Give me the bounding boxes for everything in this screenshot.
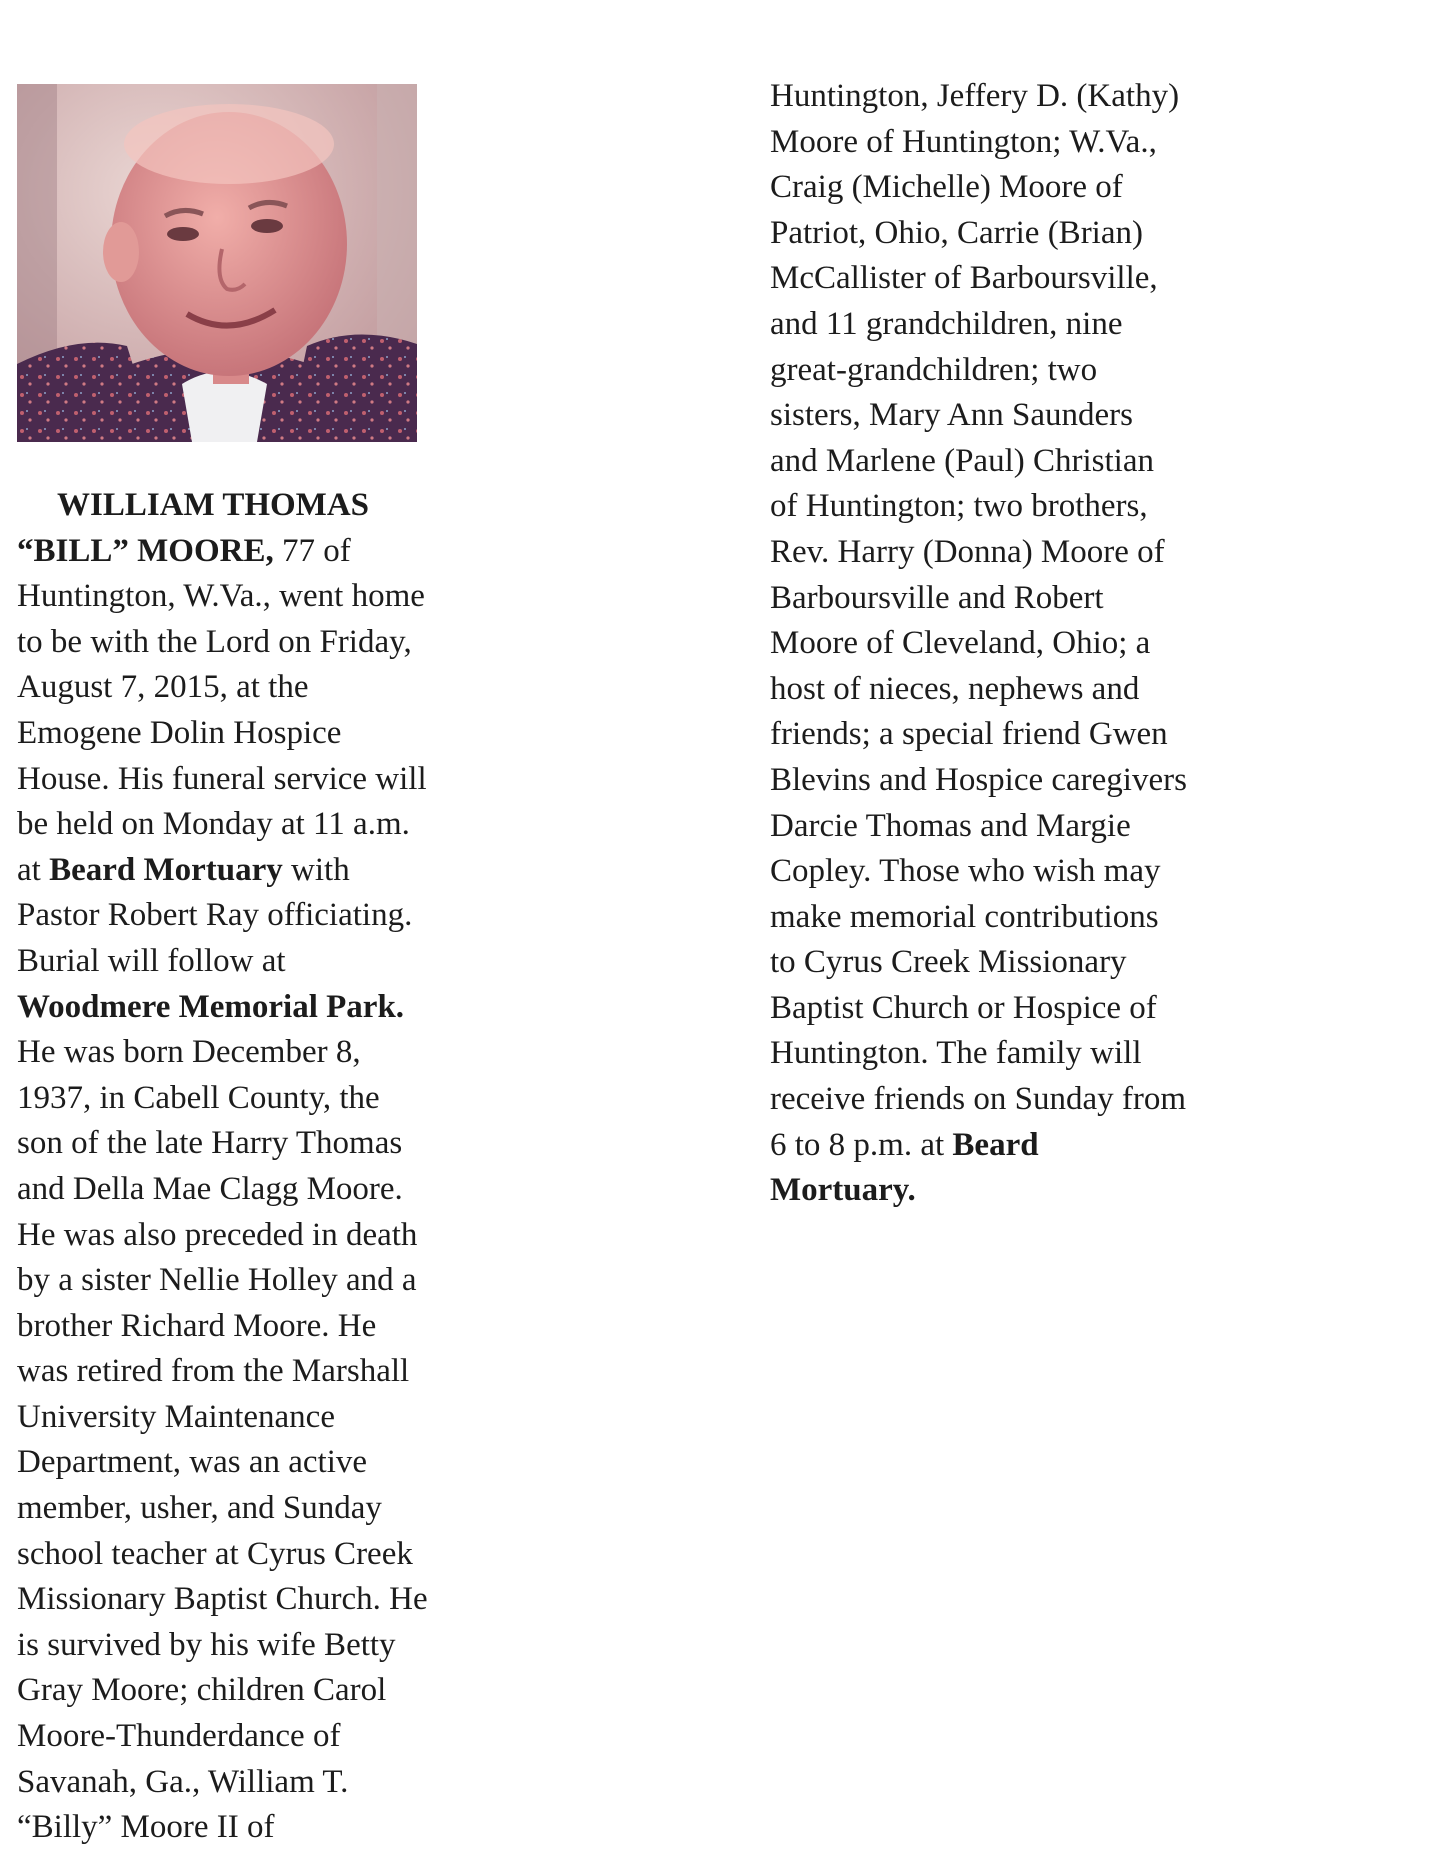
text-segment: Burial will follow at: [17, 942, 286, 979]
obituary-line: [17, 1213, 428, 1259]
obituary-line: [770, 348, 1187, 394]
text-segment: Baptist Church or Hospice of: [770, 989, 1157, 1026]
obituary-line: [17, 1395, 428, 1441]
obituary-column-left: [17, 483, 428, 1851]
text-segment: McCallister of Barboursville,: [770, 260, 1158, 297]
text-segment: member, usher, and Sunday: [17, 1490, 382, 1527]
text-segment: Savanah, Ga., William T.: [17, 1763, 349, 1800]
obituary-line: [17, 620, 428, 666]
text-segment: and Marlene (Paul) Christian: [770, 442, 1154, 479]
obituary-line: [770, 165, 1187, 211]
obituary-line: [770, 530, 1187, 576]
obituary-line: [17, 1805, 428, 1851]
obituary-line: [770, 667, 1187, 713]
obituary-line: [770, 1123, 1187, 1169]
obituary-line: [17, 1076, 428, 1122]
text-segment: Barboursville and Robert: [770, 579, 1104, 616]
text-segment: He was also preceded in death: [17, 1216, 418, 1253]
obituary-line: [17, 1304, 428, 1350]
text-segment: Pastor Robert Ray officiating.: [17, 897, 413, 934]
obituary-line: [17, 1167, 428, 1213]
obituary-line: [17, 848, 428, 894]
obituary-line: [770, 1168, 1187, 1214]
obituary-line: [770, 712, 1187, 758]
obituary-line: [17, 1486, 428, 1532]
obituary-line: [770, 621, 1187, 667]
text-segment: He was born December 8,: [17, 1034, 361, 1071]
portrait-photo: [17, 84, 417, 442]
obituary-line: [17, 711, 428, 757]
obituary-line: [770, 849, 1187, 895]
text-segment: Emogene Dolin Hospice: [17, 714, 342, 751]
bold-text: Woodmere Memorial Park.: [17, 988, 405, 1025]
text-segment: Gray Moore; children Carol: [17, 1672, 387, 1709]
text-segment: Huntington. The family will: [770, 1035, 1142, 1072]
text-segment: and Della Mae Clagg Moore.: [17, 1170, 403, 1207]
obituary-line: [770, 758, 1187, 804]
obituary-line: [770, 439, 1187, 485]
text-segment: 6 to 8 p.m. at: [770, 1126, 953, 1163]
text-segment: Moore of Cleveland, Ohio; a: [770, 625, 1151, 662]
text-segment: to Cyrus Creek Missionary: [770, 944, 1127, 981]
text-segment: Blevins and Hospice caregivers: [770, 761, 1187, 798]
obituary-line: [770, 256, 1187, 302]
text-segment: friends; a special friend Gwen: [770, 716, 1168, 753]
text-segment: sisters, Mary Ann Saunders: [770, 397, 1133, 434]
text-segment: to be with the Lord on Friday,: [17, 623, 412, 660]
text-segment: Rev. Harry (Donna) Moore of: [770, 533, 1165, 570]
text-segment: Craig (Michelle) Moore of: [770, 169, 1123, 206]
obituary-line: [770, 74, 1187, 120]
text-segment: “Billy” Moore II of: [17, 1809, 275, 1846]
obituary-line: [17, 757, 428, 803]
obituary-line: [17, 574, 428, 620]
bold-text: “BILL” MOORE,: [17, 532, 274, 569]
text-segment: was retired from the Marshall: [17, 1353, 410, 1390]
text-segment: August 7, 2015, at the: [17, 669, 309, 706]
obituary-line: [770, 120, 1187, 166]
text-segment: is survived by his wife Betty: [17, 1626, 396, 1663]
obituary-line: [17, 1668, 428, 1714]
obituary-line: [17, 1623, 428, 1669]
obituary-line: [770, 1031, 1187, 1077]
text-segment: with: [282, 851, 350, 888]
obituary-line: [17, 1532, 428, 1578]
obituary-line: [17, 1349, 428, 1395]
obituary-line: [17, 1121, 428, 1167]
obituary-line: [770, 576, 1187, 622]
bold-text: WILLIAM THOMAS: [57, 487, 370, 523]
obituary-line: [17, 1258, 428, 1304]
obituary-line: [17, 1714, 428, 1760]
text-segment: Copley. Those who wish may: [770, 853, 1161, 890]
text-segment: great-grandchildren; two: [770, 351, 1098, 388]
text-segment: House. His funeral service will: [17, 760, 427, 797]
obituary-line: [17, 985, 428, 1031]
text-segment: Huntington, W.Va., went home: [17, 578, 425, 615]
obituary-line: [770, 940, 1187, 986]
bold-text: Mortuary.: [770, 1172, 916, 1209]
obituary-line: [770, 895, 1187, 941]
text-segment: make memorial contributions: [770, 898, 1159, 935]
text-segment: brother Richard Moore. He: [17, 1307, 377, 1344]
text-segment: 77 of: [273, 532, 351, 569]
obituary-line: [17, 529, 428, 575]
obituary-line: [770, 302, 1187, 348]
obituary-line: [17, 1760, 428, 1806]
text-segment: by a sister Nellie Holley and a: [17, 1262, 417, 1299]
text-segment: Patriot, Ohio, Carrie (Brian): [770, 214, 1143, 251]
obituary-line: [17, 893, 428, 939]
text-segment: Huntington, Jeffery D. (Kathy): [770, 78, 1180, 114]
portrait-image: [17, 84, 417, 442]
text-segment: Darcie Thomas and Margie: [770, 807, 1131, 844]
obituary-line: [770, 484, 1187, 530]
obituary-column-right: [770, 74, 1187, 1214]
obituary-line: [17, 939, 428, 985]
obituary-line: [17, 802, 428, 848]
obituary-line: [17, 1030, 428, 1076]
text-segment: University Maintenance: [17, 1398, 335, 1435]
text-segment: school teacher at Cyrus Creek: [17, 1535, 413, 1572]
bold-text: Beard Mortuary: [49, 851, 283, 888]
text-segment: be held on Monday at 11 a.m.: [17, 806, 410, 843]
obituary-line: [770, 1077, 1187, 1123]
text-segment: at: [17, 851, 50, 888]
obituary-line: [17, 483, 428, 529]
obituary-line: [770, 804, 1187, 850]
text-segment: Department, was an active: [17, 1444, 368, 1481]
obituary-line: [17, 1577, 428, 1623]
text-segment: and 11 grandchildren, nine: [770, 305, 1123, 342]
text-segment: Missionary Baptist Church. He: [17, 1581, 428, 1618]
bold-text: Beard: [952, 1126, 1039, 1163]
text-segment: 1937, in Cabell County, the: [17, 1079, 380, 1116]
text-segment: son of the late Harry Thomas: [17, 1125, 403, 1162]
obituary-line: [770, 986, 1187, 1032]
obituary-line: [17, 665, 428, 711]
text-segment: of Huntington; two brothers,: [770, 488, 1148, 525]
text-segment: receive friends on Sunday from: [770, 1081, 1187, 1118]
text-segment: Moore-Thunderdance of: [17, 1718, 341, 1755]
obituary-line: [17, 1440, 428, 1486]
obituary-line: [770, 211, 1187, 257]
obituary-line: [770, 393, 1187, 439]
text-segment: Moore of Huntington; W.Va.,: [770, 123, 1157, 160]
text-segment: host of nieces, nephews and: [770, 670, 1140, 707]
